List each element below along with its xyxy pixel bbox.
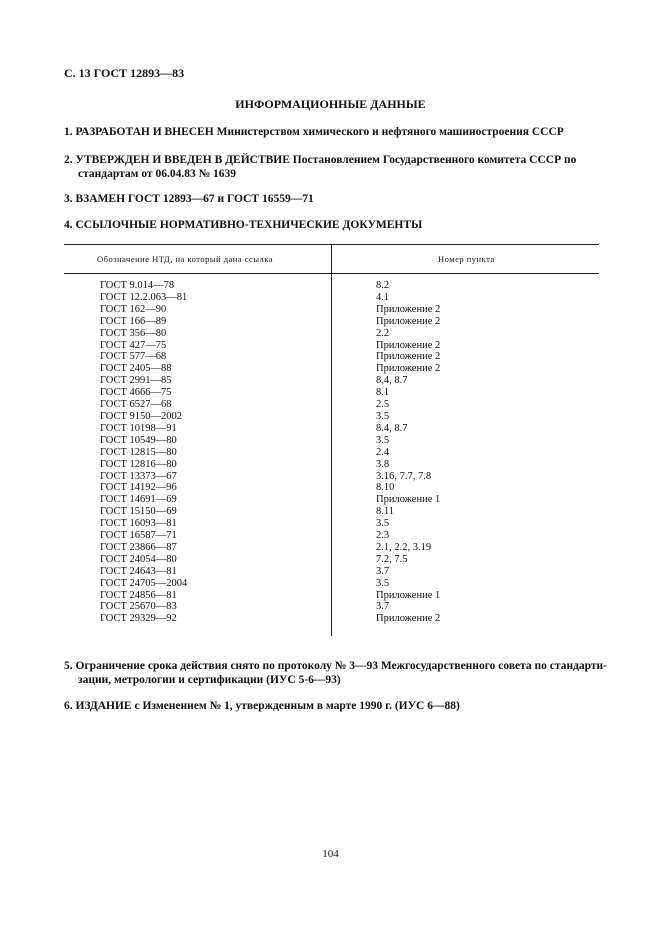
table-cell-item: 3.5 [376, 518, 390, 530]
table-cell-item: 3.5 [376, 577, 390, 589]
table-cell-doc: ГОСТ 2405—88 [100, 363, 172, 375]
doc-column [100, 280, 187, 625]
table-cell-item: Приложение 2 [376, 315, 441, 327]
table-cell-item: Приложение 1 [376, 589, 441, 601]
table-cell-item: 3.8 [376, 458, 390, 470]
table-cell-doc: ГОСТ 12816—80 [100, 458, 177, 470]
table-cell-doc: ГОСТ 427—75 [100, 339, 167, 351]
table-cell-item: 8,4, 8.7 [376, 375, 408, 387]
table-cell-doc: ГОСТ 4666—75 [100, 387, 172, 399]
table-cell-doc: ГОСТ 14192—96 [100, 482, 177, 494]
table-cell-doc: ГОСТ 24643—81 [100, 565, 177, 577]
table-cell-item: 7.2, 7.5 [376, 553, 408, 565]
table-cell-item: 2.5 [376, 399, 390, 411]
table-cell-doc: ГОСТ 15150—69 [100, 506, 177, 518]
page-number: 104 [322, 848, 339, 860]
section-6: 6. ИЗДАНИЕ с Изменением № 1, утвержденным в марте 1990 г. (ИУС 6—88) [64, 700, 460, 712]
table-cell-doc: ГОСТ 12815—80 [100, 446, 177, 458]
table-cell-item: 3.5 [376, 434, 390, 446]
table-cell-doc: ГОСТ 9.014—78 [100, 280, 175, 291]
table-cell-doc: ГОСТ 162—90 [100, 303, 167, 315]
section-2-line-1: 2. УТВЕРЖДЕН И ВВЕДЕН В ДЕЙСТВИЕ Постановлением Государственного комитета СССР по [64, 154, 577, 166]
section-1: 1. РАЗРАБОТАН И ВНЕСЕН Министерством химического и нефтяного машиностроения СССР [64, 126, 564, 138]
table-cell-item: Приложение 1 [376, 494, 441, 506]
table-header-item: Номер пункта [438, 254, 495, 264]
table-column-divider [331, 244, 332, 636]
table-cell-doc: ГОСТ 25670—83 [100, 601, 177, 613]
table-cell-item: 8.10 [376, 482, 395, 494]
table-cell-item: Приложение 2 [376, 303, 441, 315]
table-cell-doc: ГОСТ 166—89 [100, 315, 167, 327]
table-cell-doc: ГОСТ 24705—2004 [100, 577, 188, 589]
table-cell-doc: ГОСТ 10549—80 [100, 434, 177, 446]
table-cell-item: 2.3 [376, 530, 390, 542]
table-cell-doc: ГОСТ 6527—68 [100, 399, 172, 411]
page-title: ИНФОРМАЦИОННЫЕ ДАННЫЕ [235, 97, 426, 111]
table-cell-doc: ГОСТ 2991—85 [100, 375, 172, 387]
section-5-line-2: зации, метрологии и сертификации (ИУС 5-6—93) [78, 674, 341, 686]
table-cell-doc: ГОСТ 23866—87 [100, 541, 177, 553]
item-column [376, 280, 440, 625]
table-cell-doc: ГОСТ 9150—2002 [100, 410, 183, 422]
section-4: 4. ССЫЛОЧНЫЕ НОРМАТИВНО-ТЕХНИЧЕСКИЕ ДОКУМЕНТЫ [64, 219, 423, 231]
table-cell-item: 3.7 [376, 565, 390, 577]
table-cell-doc: ГОСТ 577—68 [100, 351, 167, 363]
table-cell-doc: ГОСТ 356—80 [100, 327, 167, 339]
section-3: 3. ВЗАМЕН ГОСТ 12893—67 и ГОСТ 16559—71 [64, 193, 314, 205]
table-cell-doc: ГОСТ 12.2.063—81 [100, 291, 188, 303]
table-cell-item: 2.4 [376, 446, 390, 458]
table-cell-item: 3.5 [376, 410, 390, 422]
section-5-line-1: 5. Ограничение срока действия снято по протоколу № 3—93 Межгосударственного совета по стандарти- [64, 660, 607, 672]
page-header: С. 13 ГОСТ 12893—83 [64, 66, 185, 80]
table-cell-item: 2.1, 2.2, 3.19 [376, 541, 432, 553]
table-cell-item: Приложение 2 [376, 613, 441, 625]
table-cell-item: 3.16, 7.7, 7.8 [376, 470, 432, 482]
table-cell-doc: ГОСТ 10198—91 [100, 422, 177, 434]
table-cell-item: 8.4, 8.7 [376, 422, 408, 434]
section-2-line-2: стандартам от 06.04.83 № 1639 [78, 168, 237, 180]
table-cell-item: 8.11 [376, 506, 394, 518]
table-cell-doc: ГОСТ 16587—71 [100, 530, 177, 542]
table-cell-item: Приложение 2 [376, 339, 441, 351]
table-cell-doc: ГОСТ 24856—81 [100, 589, 177, 601]
table-cell-doc: ГОСТ 24054—80 [100, 553, 177, 565]
table-cell-item: Приложение 2 [376, 363, 441, 375]
table-cell-item: 8.1 [376, 387, 390, 399]
table-header-doc: Обозначение НТД, на который дана ссылка [97, 254, 274, 264]
table-cell-doc: ГОСТ 16093—81 [100, 518, 177, 530]
table-cell-item: 3.7 [376, 601, 390, 613]
table-cell-item: 4.1 [376, 291, 390, 303]
table-cell-doc: ГОСТ 14691—69 [100, 494, 177, 506]
table-cell-item: 2.2 [376, 327, 390, 339]
table-cell-item: Приложение 2 [376, 351, 441, 363]
table-cell-doc: ГОСТ 29329—92 [100, 613, 177, 625]
table-cell-item: 8.2 [376, 280, 390, 291]
table-cell-doc: ГОСТ 13373—67 [100, 470, 177, 482]
